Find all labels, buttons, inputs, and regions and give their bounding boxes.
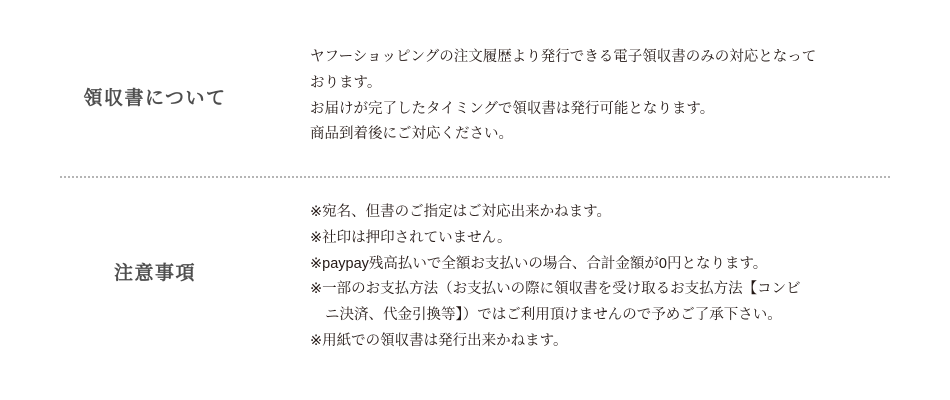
- section-receipt-line: ヤフーショッピングの注文履歴より発行できる電子領収書のみの対応となって: [310, 49, 817, 65]
- section-notes-heading: 注意事項: [113, 263, 196, 284]
- section-notes-line: ※宛名、但書のご指定はご対応出来かねます。: [310, 204, 611, 220]
- section-notes-line: ※用紙での領収書は発行出来かねます。: [310, 332, 568, 349]
- section-notes: [0, 200, 950, 355]
- section-notes-line: ※一部のお支払方法（お支払いの際に領収書を受け取るお支払方法【コンビ: [310, 281, 801, 298]
- section-divider: [60, 176, 890, 178]
- section-receipt-body: [310, 45, 950, 148]
- section-receipt-line: おります。: [310, 74, 382, 91]
- section-notes-line: ※社印は押印されていません。: [310, 229, 512, 246]
- section-receipt: [0, 45, 950, 148]
- section-notes-line: ニ決済、代金引換等】）ではご利用頂けませんので予めご了承下さい。: [325, 307, 782, 324]
- section-receipt-line: 商品到着後にご対応ください。: [310, 126, 513, 143]
- section-notes-body: [310, 200, 950, 355]
- section-receipt-line: お届けが完了したタイミングで領収書は発行可能となります。: [310, 100, 715, 117]
- section-notes-line: ※paypay残高払いで全額お支払いの場合、合計金額が0円となります。: [310, 255, 768, 272]
- section-receipt-heading: 領収書について: [83, 88, 227, 109]
